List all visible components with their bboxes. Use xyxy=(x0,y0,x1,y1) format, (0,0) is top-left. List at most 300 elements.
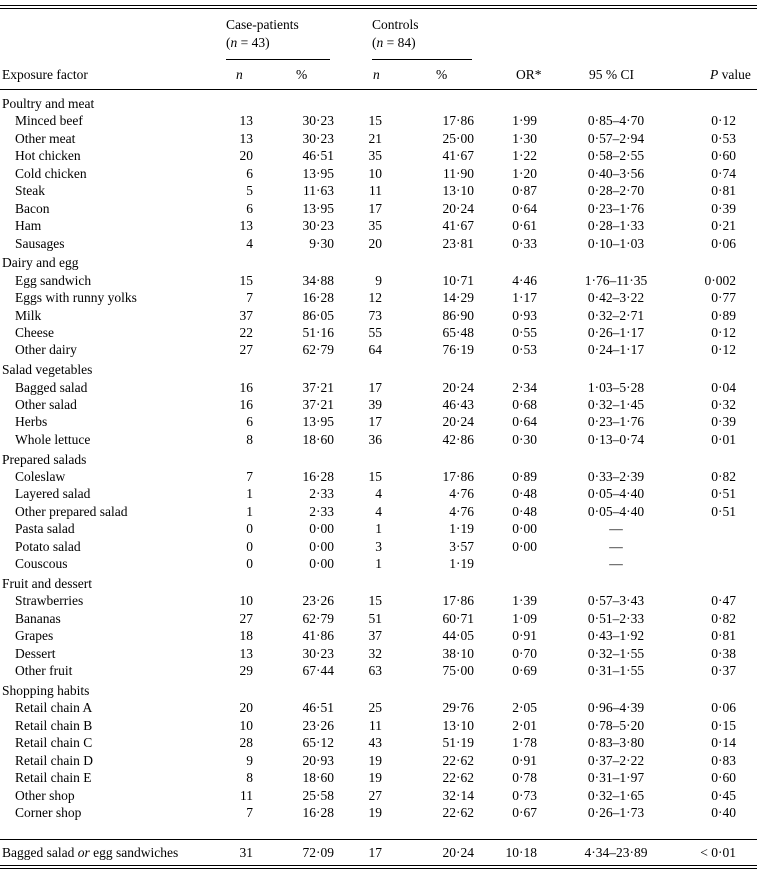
row-label: Retail chain D xyxy=(15,753,93,768)
cell-n-controls: 1 xyxy=(375,521,382,536)
cell-n-cases: 20 xyxy=(239,700,253,715)
header-or: OR* xyxy=(516,67,542,82)
row-label: Other salad xyxy=(15,397,77,412)
cell-ci: 0·23–1·76 xyxy=(587,201,645,216)
header-pct-controls: % xyxy=(436,67,448,82)
header-n-italic-2: n xyxy=(376,35,384,50)
section-heading: Prepared salads xyxy=(2,452,87,467)
cell-n-cases: 16 xyxy=(239,397,253,412)
cell-ci: 0·78–5·20 xyxy=(587,718,645,733)
cell-pct-cases: 18·60 xyxy=(302,770,334,785)
cell-p-value: 0·89 xyxy=(711,308,736,323)
cell-n-cases: 28 xyxy=(239,735,253,750)
cell-n-cases: 6 xyxy=(246,414,253,429)
cell-n-cases: 27 xyxy=(239,342,253,357)
cell-n-cases: 13 xyxy=(239,113,253,128)
row-label: Grapes xyxy=(15,628,54,643)
cell-p-value: 0·40 xyxy=(711,805,736,820)
cell-n-controls: 37 xyxy=(368,628,382,643)
cell-n-controls: 17 xyxy=(368,380,382,395)
cell-or: 2·05 xyxy=(512,700,537,715)
cell-pct-cases: 25·58 xyxy=(302,788,334,803)
cell-ci: 1·76–11·35 xyxy=(584,273,648,288)
cell-n-cases: 7 xyxy=(246,290,253,305)
cell-pct-controls: 20·24 xyxy=(442,380,474,395)
cell-p-value: 0·81 xyxy=(711,183,736,198)
section-heading: Shopping habits xyxy=(2,683,90,698)
cell-or: 0·70 xyxy=(512,646,537,661)
row-label: Cold chicken xyxy=(15,166,87,181)
header-group2-n-value: = 84) xyxy=(383,35,416,50)
cell-p-value: 0·002 xyxy=(704,273,736,288)
cell-pct-controls: 75·00 xyxy=(442,663,474,678)
cell-or: 1·78 xyxy=(512,735,537,750)
cell-p-value: 0·32 xyxy=(711,397,736,412)
row-label: Minced beef xyxy=(15,113,83,128)
cell-ci: — xyxy=(609,521,623,536)
cell-n-cases: 8 xyxy=(246,432,253,447)
cell-pct-cases: 13·95 xyxy=(302,201,334,216)
cell-pct-controls: 20·24 xyxy=(442,201,474,216)
cell-ci: 0·28–1·33 xyxy=(587,218,645,233)
bottom-rule-1 xyxy=(0,865,757,866)
cell-p-value: 0·39 xyxy=(711,414,736,429)
cell-p-value: 0·74 xyxy=(711,166,736,181)
bottom-rule-2 xyxy=(0,868,757,869)
cell-n-cases: 1 xyxy=(246,504,253,519)
cell-pct-controls: 23·81 xyxy=(442,236,474,251)
cell-n-controls: 1 xyxy=(375,556,382,571)
cell-or: 2·34 xyxy=(512,380,537,395)
header-p-rest: value xyxy=(718,67,751,82)
cell-or: 0·73 xyxy=(512,788,537,803)
cell-ci: 0·40–3·56 xyxy=(587,166,645,181)
cell-n-controls: 32 xyxy=(368,646,382,661)
cell-n-controls: 19 xyxy=(368,770,382,785)
cell-ci: 0·57–3·43 xyxy=(587,593,645,608)
section-heading: Dairy and egg xyxy=(2,255,79,270)
cell-or: 0·00 xyxy=(512,539,537,554)
cell-p-value: 0·12 xyxy=(711,325,736,340)
cell-ci: 0·43–1·92 xyxy=(587,628,645,643)
cell-ci: 0·28–2·70 xyxy=(587,183,645,198)
cell-or: 4·46 xyxy=(512,273,537,288)
cell-pct-controls: 20·24 xyxy=(442,414,474,429)
header-group1: Case-patients xyxy=(226,17,299,32)
cell-ci: 0·58–2·55 xyxy=(587,148,645,163)
row-label: Bagged salad xyxy=(15,380,88,395)
row-label: Retail chain B xyxy=(15,718,93,733)
cell-or: 1·17 xyxy=(512,290,537,305)
cell-pct-cases: 41·86 xyxy=(302,628,334,643)
cell-p-value: 0·12 xyxy=(711,113,736,128)
cell-ci: 0·32–1·55 xyxy=(587,646,645,661)
cell-p-value: 0·14 xyxy=(711,735,736,750)
cell-p-value: 0·04 xyxy=(711,380,736,395)
cell-ci: 1·03–5·28 xyxy=(587,380,645,395)
total-pct-cases: 72·09 xyxy=(302,845,334,860)
cell-pct-cases: 23·26 xyxy=(302,718,334,733)
cell-or: 1·30 xyxy=(512,131,537,146)
top-rule-1 xyxy=(0,5,757,6)
header-p-italic: P xyxy=(710,67,719,82)
cell-pct-controls: 29·76 xyxy=(442,700,474,715)
cell-or: 1·22 xyxy=(512,148,537,163)
cell-ci: 0·26–1·73 xyxy=(587,805,645,820)
cell-pct-cases: 13·95 xyxy=(302,414,334,429)
row-label: Other fruit xyxy=(15,663,73,678)
header-group1-n-value: = 43) xyxy=(237,35,270,50)
cell-pct-controls: 17·86 xyxy=(442,593,474,608)
header-group1-n: (n = 43) xyxy=(226,35,270,50)
cell-n-cases: 16 xyxy=(239,380,253,395)
row-label: Milk xyxy=(15,308,42,323)
cell-or: 1·99 xyxy=(512,113,537,128)
cell-n-controls: 51 xyxy=(368,611,382,626)
cell-pct-controls: 32·14 xyxy=(442,788,474,803)
cell-ci: 0·31–1·55 xyxy=(587,663,645,678)
cell-pct-controls: 14·29 xyxy=(442,290,474,305)
row-label: Corner shop xyxy=(15,805,82,820)
cell-n-controls: 21 xyxy=(368,131,382,146)
cell-n-controls: 35 xyxy=(368,218,382,233)
top-rule-2 xyxy=(0,8,757,9)
header-n-controls: n xyxy=(373,67,380,82)
cell-p-value: 0·45 xyxy=(711,788,736,803)
cell-n-cases: 6 xyxy=(246,166,253,181)
cell-p-value: 0·06 xyxy=(711,236,736,251)
cell-pct-cases: 30·23 xyxy=(302,131,334,146)
total-rule xyxy=(0,839,757,840)
header-exposure-factor: Exposure factor xyxy=(2,67,88,82)
cell-or: 1·09 xyxy=(512,611,537,626)
group1-rule xyxy=(226,59,330,60)
cell-ci: 0·85–4·70 xyxy=(587,113,645,128)
cell-or: 0·48 xyxy=(512,504,537,519)
cell-pct-controls: 4·76 xyxy=(449,486,474,501)
cell-n-cases: 10 xyxy=(239,593,253,608)
cell-pct-cases: 20·93 xyxy=(302,753,334,768)
cell-pct-cases: 30·23 xyxy=(302,113,334,128)
cell-or: 1·39 xyxy=(512,593,537,608)
cell-n-controls: 15 xyxy=(368,469,382,484)
header-group2: Controls xyxy=(372,17,419,32)
cell-or: 1·20 xyxy=(512,166,537,181)
cell-ci: 0·24–1·17 xyxy=(587,342,645,357)
total-label-a: Bagged salad xyxy=(2,845,78,860)
cell-pct-cases: 11·63 xyxy=(303,183,334,198)
cell-ci: 0·26–1·17 xyxy=(587,325,645,340)
cell-n-cases: 13 xyxy=(239,131,253,146)
cell-or: 0·69 xyxy=(512,663,537,678)
section-heading: Fruit and dessert xyxy=(2,576,92,591)
cell-pct-controls: 17·86 xyxy=(442,113,474,128)
cell-pct-cases: 18·60 xyxy=(302,432,334,447)
header-n-cases: n xyxy=(236,67,243,82)
cell-n-controls: 9 xyxy=(375,273,382,288)
cell-pct-cases: 46·51 xyxy=(302,148,334,163)
cell-n-cases: 37 xyxy=(239,308,253,323)
header-p-value xyxy=(710,67,751,83)
cell-n-controls: 15 xyxy=(368,593,382,608)
cell-n-cases: 0 xyxy=(246,539,253,554)
cell-n-cases: 7 xyxy=(246,805,253,820)
cell-pct-controls: 22·62 xyxy=(442,770,474,785)
row-label: Strawberries xyxy=(15,593,84,608)
row-label: Bacon xyxy=(15,201,50,216)
cell-p-value: 0·38 xyxy=(711,646,736,661)
cell-n-cases: 18 xyxy=(239,628,253,643)
cell-or: 0·33 xyxy=(512,236,537,251)
cell-n-cases: 5 xyxy=(246,183,253,198)
cell-ci: 0·57–2·94 xyxy=(587,131,645,146)
cell-pct-controls: 1·19 xyxy=(449,521,474,536)
cell-n-cases: 0 xyxy=(246,556,253,571)
group2-rule xyxy=(372,59,472,60)
cell-ci: 0·32–1·65 xyxy=(587,788,645,803)
cell-n-controls: 4 xyxy=(375,486,382,501)
cell-n-controls: 15 xyxy=(368,113,382,128)
cell-pct-cases: 37·21 xyxy=(302,397,334,412)
cell-n-cases: 13 xyxy=(239,646,253,661)
cell-pct-cases: 86·05 xyxy=(302,308,334,323)
cell-pct-cases: 62·79 xyxy=(302,342,334,357)
cell-or: 2·01 xyxy=(512,718,537,733)
cell-n-cases: 29 xyxy=(239,663,253,678)
cell-pct-controls: 65·48 xyxy=(442,325,474,340)
cell-pct-controls: 25·00 xyxy=(442,131,474,146)
row-label: Couscous xyxy=(15,556,68,571)
cell-n-controls: 12 xyxy=(368,290,382,305)
cell-n-controls: 63 xyxy=(368,663,382,678)
cell-n-controls: 27 xyxy=(368,788,382,803)
cell-n-controls: 17 xyxy=(368,414,382,429)
cell-p-value: 0·01 xyxy=(711,432,736,447)
cell-pct-cases: 16·28 xyxy=(302,805,334,820)
cell-p-value: 0·81 xyxy=(711,628,736,643)
cell-n-controls: 20 xyxy=(368,236,382,251)
total-p-value: < 0·01 xyxy=(700,845,736,860)
cell-pct-cases: 16·28 xyxy=(302,290,334,305)
cell-pct-controls: 41·67 xyxy=(442,148,474,163)
row-label: Coleslaw xyxy=(15,469,66,484)
cell-p-value: 0·77 xyxy=(711,290,736,305)
section-heading: Salad vegetables xyxy=(2,362,93,377)
cell-ci: 0·13–0·74 xyxy=(587,432,645,447)
cell-ci: 0·31–1·97 xyxy=(587,770,645,785)
cell-or: 0·91 xyxy=(512,628,537,643)
cell-ci: 0·33–2·39 xyxy=(587,469,645,484)
cell-n-controls: 73 xyxy=(368,308,382,323)
cell-ci: 0·42–3·22 xyxy=(587,290,645,305)
cell-pct-cases: 0·00 xyxy=(309,521,334,536)
cell-ci: 0·10–1·03 xyxy=(587,236,645,251)
cell-pct-controls: 17·86 xyxy=(442,469,474,484)
cell-pct-cases: 0·00 xyxy=(309,539,334,554)
cell-pct-cases: 62·79 xyxy=(302,611,334,626)
cell-n-cases: 0 xyxy=(246,521,253,536)
cell-pct-cases: 30·23 xyxy=(302,646,334,661)
cell-ci: 0·23–1·76 xyxy=(587,414,645,429)
cell-pct-controls: 3·57 xyxy=(449,539,474,554)
cell-or: 0·93 xyxy=(512,308,537,323)
cell-or: 0·55 xyxy=(512,325,537,340)
cell-or: 0·48 xyxy=(512,486,537,501)
cell-pct-controls: 22·62 xyxy=(442,805,474,820)
cell-p-value: 0·82 xyxy=(711,469,736,484)
cell-pct-cases: 9·30 xyxy=(309,236,334,251)
cell-or: 0·68 xyxy=(512,397,537,412)
cell-n-controls: 17 xyxy=(368,201,382,216)
cell-p-value: 0·60 xyxy=(711,148,736,163)
header-rule xyxy=(0,89,757,90)
cell-n-controls: 19 xyxy=(368,753,382,768)
cell-or: 0·67 xyxy=(512,805,537,820)
cell-or: 0·89 xyxy=(512,469,537,484)
total-row-label xyxy=(2,845,178,861)
cell-n-controls: 11 xyxy=(369,718,382,733)
cell-pct-cases: 46·51 xyxy=(302,700,334,715)
cell-p-value: 0·47 xyxy=(711,593,736,608)
cell-or: 0·78 xyxy=(512,770,537,785)
cell-ci: 0·37–2·22 xyxy=(587,753,645,768)
cell-n-controls: 10 xyxy=(368,166,382,181)
cell-ci: 0·05–4·40 xyxy=(587,504,645,519)
row-label: Steak xyxy=(15,183,45,198)
cell-pct-controls: 13·10 xyxy=(442,718,474,733)
header-n-italic: n xyxy=(230,35,238,50)
cell-pct-controls: 10·71 xyxy=(442,273,474,288)
section-heading: Poultry and meat xyxy=(2,96,95,111)
cell-n-cases: 27 xyxy=(239,611,253,626)
cell-or: 0·64 xyxy=(512,414,537,429)
cell-p-value: 0·53 xyxy=(711,131,736,146)
cell-ci: 0·32–2·71 xyxy=(587,308,645,323)
cell-n-controls: 55 xyxy=(368,325,382,340)
cell-n-controls: 43 xyxy=(368,735,382,750)
cell-ci: 0·51–2·33 xyxy=(587,611,645,626)
cell-n-cases: 10 xyxy=(239,718,253,733)
row-label: Other prepared salad xyxy=(15,504,128,519)
cell-n-controls: 11 xyxy=(369,183,382,198)
cell-ci: — xyxy=(609,556,623,571)
cell-n-controls: 4 xyxy=(375,504,382,519)
cell-p-value: 0·21 xyxy=(711,218,736,233)
total-n-controls: 17 xyxy=(368,845,382,860)
cell-n-cases: 15 xyxy=(239,273,253,288)
cell-pct-cases: 2·33 xyxy=(309,486,334,501)
cell-pct-cases: 67·44 xyxy=(302,663,334,678)
row-label: Other dairy xyxy=(15,342,77,357)
row-label: Other meat xyxy=(15,131,76,146)
cell-or: 0·91 xyxy=(512,753,537,768)
cell-pct-controls: 86·90 xyxy=(442,308,474,323)
cell-or: 0·30 xyxy=(512,432,537,447)
cell-n-cases: 8 xyxy=(246,770,253,785)
cell-n-controls: 19 xyxy=(368,805,382,820)
cell-p-value: 0·51 xyxy=(711,486,736,501)
cell-ci: 0·05–4·40 xyxy=(587,486,645,501)
cell-n-cases: 11 xyxy=(240,788,253,803)
cell-pct-controls: 41·67 xyxy=(442,218,474,233)
cell-n-cases: 13 xyxy=(239,218,253,233)
cell-p-value: 0·83 xyxy=(711,753,736,768)
cell-n-cases: 4 xyxy=(246,236,253,251)
cell-pct-cases: 16·28 xyxy=(302,469,334,484)
cell-n-cases: 6 xyxy=(246,201,253,216)
header-group2-n: (n = 84) xyxy=(372,35,416,50)
cell-n-cases: 22 xyxy=(239,325,253,340)
row-label: Eggs with runny yolks xyxy=(15,290,137,305)
cell-ci: — xyxy=(609,539,623,554)
cell-pct-controls: 13·10 xyxy=(442,183,474,198)
cell-n-cases: 7 xyxy=(246,469,253,484)
cell-n-controls: 39 xyxy=(368,397,382,412)
cell-p-value: 0·12 xyxy=(711,342,736,357)
row-label: Whole lettuce xyxy=(15,432,91,447)
cell-pct-cases: 13·95 xyxy=(302,166,334,181)
cell-or: 0·00 xyxy=(512,521,537,536)
total-pct-controls: 20·24 xyxy=(442,845,474,860)
cell-n-cases: 20 xyxy=(239,148,253,163)
row-label: Sausages xyxy=(15,236,65,251)
row-label: Layered salad xyxy=(15,486,91,501)
cell-ci: 0·96–4·39 xyxy=(587,700,645,715)
header-ci: 95 % CI xyxy=(589,67,634,82)
cell-or: 0·64 xyxy=(512,201,537,216)
cell-pct-cases: 2·33 xyxy=(309,504,334,519)
cell-p-value: 0·51 xyxy=(711,504,736,519)
cell-pct-controls: 38·10 xyxy=(442,646,474,661)
cell-pct-controls: 22·62 xyxy=(442,753,474,768)
total-label-b: egg sandwiches xyxy=(89,845,179,860)
total-label-or: or xyxy=(77,845,90,860)
cell-p-value: 0·06 xyxy=(711,700,736,715)
row-label: Egg sandwich xyxy=(15,273,92,288)
row-label: Potato salad xyxy=(15,539,81,554)
row-label: Other shop xyxy=(15,788,75,803)
cell-ci: 0·83–3·80 xyxy=(587,735,645,750)
cell-n-controls: 64 xyxy=(368,342,382,357)
cell-pct-controls: 44·05 xyxy=(442,628,474,643)
cell-pct-controls: 11·90 xyxy=(443,166,474,181)
row-label: Cheese xyxy=(15,325,54,340)
cell-pct-controls: 42·86 xyxy=(442,432,474,447)
cell-n-controls: 35 xyxy=(368,148,382,163)
row-label: Pasta salad xyxy=(15,521,75,536)
cell-or: 0·53 xyxy=(512,342,537,357)
cell-pct-controls: 60·71 xyxy=(442,611,474,626)
cell-n-controls: 25 xyxy=(368,700,382,715)
cell-p-value: 0·37 xyxy=(711,663,736,678)
cell-pct-controls: 51·19 xyxy=(442,735,474,750)
row-label: Retail chain A xyxy=(15,700,93,715)
header-pct-cases: % xyxy=(296,67,308,82)
row-label: Retail chain E xyxy=(15,770,92,785)
row-label: Ham xyxy=(15,218,42,233)
cell-pct-cases: 0·00 xyxy=(309,556,334,571)
cell-pct-cases: 30·23 xyxy=(302,218,334,233)
cell-p-value: 0·39 xyxy=(711,201,736,216)
cell-n-cases: 9 xyxy=(246,753,253,768)
cell-n-controls: 36 xyxy=(368,432,382,447)
row-label: Bananas xyxy=(15,611,61,626)
cell-pct-cases: 51·16 xyxy=(302,325,334,340)
cell-pct-cases: 34·88 xyxy=(302,273,334,288)
cell-pct-cases: 23·26 xyxy=(302,593,334,608)
cell-pct-cases: 65·12 xyxy=(302,735,334,750)
cell-pct-controls: 76·19 xyxy=(442,342,474,357)
